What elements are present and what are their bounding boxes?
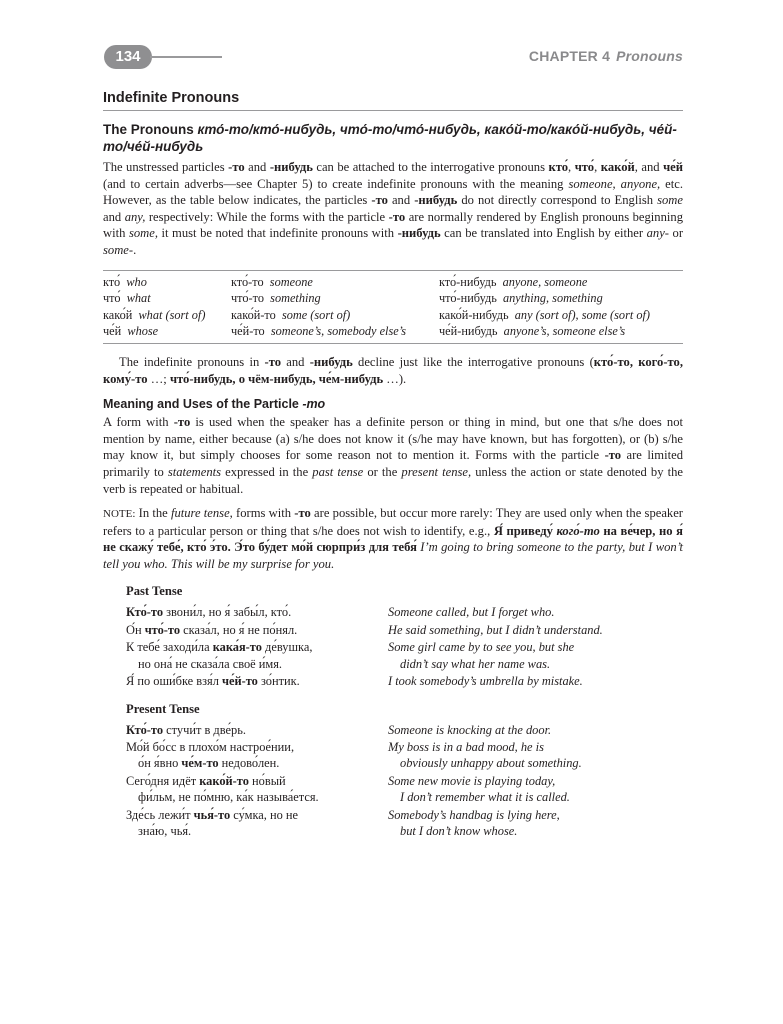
table-row: че́й whose че́й-то someone’s, somebody else’s че́й-нибудь anyone’s, someone else’s: [103, 324, 626, 339]
present-tense-heading: Present Tense: [126, 701, 200, 716]
example-row: Зде́сь лежи́т чья́-то су́мка, но не зна́ю, чья́. Somebody’s handbag is lying here, but I don’t know whose.: [126, 807, 560, 838]
example-row: Я́ по оши́бке взя́л че́й-то зо́нтик. I took somebody’s umbrella by mistake.: [126, 674, 583, 689]
example-row: Мо́й бо́сс в плохо́м настрое́нии, о́н я́вно че́м-то недово́лен. My boss is in a bad mood, he is obviously unhappy about something.: [126, 739, 582, 771]
example-row: К тебе́ заходи́ла кака́я-то де́вушка, но она́ не сказа́ла своё и́мя. Some girl came by to see you, but she didn’t say what her name was.: [126, 640, 575, 671]
past-tense-heading: Past Tense: [126, 584, 183, 599]
chapter-label: CHAPTER 4: [528, 48, 611, 64]
section-title: Indefinite Pronouns: [103, 90, 683, 111]
note-label: NOTE:: [103, 508, 136, 521]
note-paragraph: NOTE: In the future tense, forms with -то are possible, but occur more rarely: They are used only when the speaker refers to a particular person or thing that s/he does not wish to identify, e.g., Я́ приведу́ кого́-то на ве́чер, но я́ не скажу́ тебе́, кто́ э́то. Э́то бу́дет мо́й сюрпри́з для тебя́ I’m going to bring someone to the party, but I won’t tell you who. This will be my surprise for you.: [103, 506, 683, 571]
page-content: [103, 90, 683, 840]
page-number-badge: 134: [104, 45, 152, 69]
intro-paragraph: The unstressed particles -то and -нибудь can be attached to the interrogative pronouns кто́, что́, како́й, and че́й (and to certain adverbs—see Chapter 5) to create indefinite pronouns with the meaning someone, anyone, etc. However, as the table below indicates, the particles -то and -нибудь do not directly correspond to English some and any, respectively: While the forms with the particle -то are normally rendered by English pronouns beginning with some, it must be noted that indefinite pronouns with -нибудь can be translated into English by either any- or some-.: [103, 160, 684, 257]
example-row: О́н что́-то сказа́л, но я́ не по́нял. He said something, but I didn’t understand.: [126, 622, 603, 637]
meaning-heading: Meaning and Uses of the Particle -то: [103, 397, 326, 412]
table-row: како́й what (sort of) како́й-то some (sort of) како́й-нибудь any (sort of), some (sort of): [103, 307, 651, 322]
subsection-title: The Pronouns кто́-то/кто́-нибудь, что́-то/что́-нибудь, како́й-то/како́й-нибудь, че́й-то/че́й-нибудь: [103, 122, 677, 154]
past-tense-examples: [126, 584, 683, 689]
header-rule: [150, 56, 222, 58]
chapter-title: Pronouns: [616, 48, 683, 64]
indefinite-forms-table: [103, 270, 683, 344]
declension-paragraph: The indefinite pronouns in -то and -нибудь decline just like the interrogative pronouns (кто́-то, кого́-то, кому́-то …; что́-нибудь, о чём-нибудь, че́м-нибудь …).: [103, 354, 683, 386]
example-row: Кто́-то стучи́т в две́рь. Someone is knocking at the door.: [126, 722, 552, 737]
present-tense-examples: [126, 702, 683, 840]
meaning-paragraph: A form with -то is used when the speaker has a definite person or thing in mind, but one that s/he does not mention by name, either because (a) s/he does not know it (s/he may have known, but has forgotten), or (b) s/he may know it, but simply chooses for some reason not to mention it. Forms with the particle -то are limited primarily to statements expressed in the past tense or the present tense, unless the action or state denoted by the verb is repeated or habitual.: [103, 415, 683, 496]
table-row: кто́ who кто́-то someone кто́-нибудь anyone, someone: [103, 274, 588, 289]
running-header: [529, 48, 683, 64]
table-row: что́ what что́-то something что́-нибудь anything, something: [103, 291, 603, 306]
example-row: Кто́-то звони́л, но я́ забы́л, кто́. Someone called, but I forget who.: [126, 605, 555, 620]
example-row: Сего́дня идёт како́й-то но́вый фи́льм, не по́мню, ка́к называ́ется. Some new movie is playing today, I don’t remember what it is called.: [126, 773, 570, 805]
